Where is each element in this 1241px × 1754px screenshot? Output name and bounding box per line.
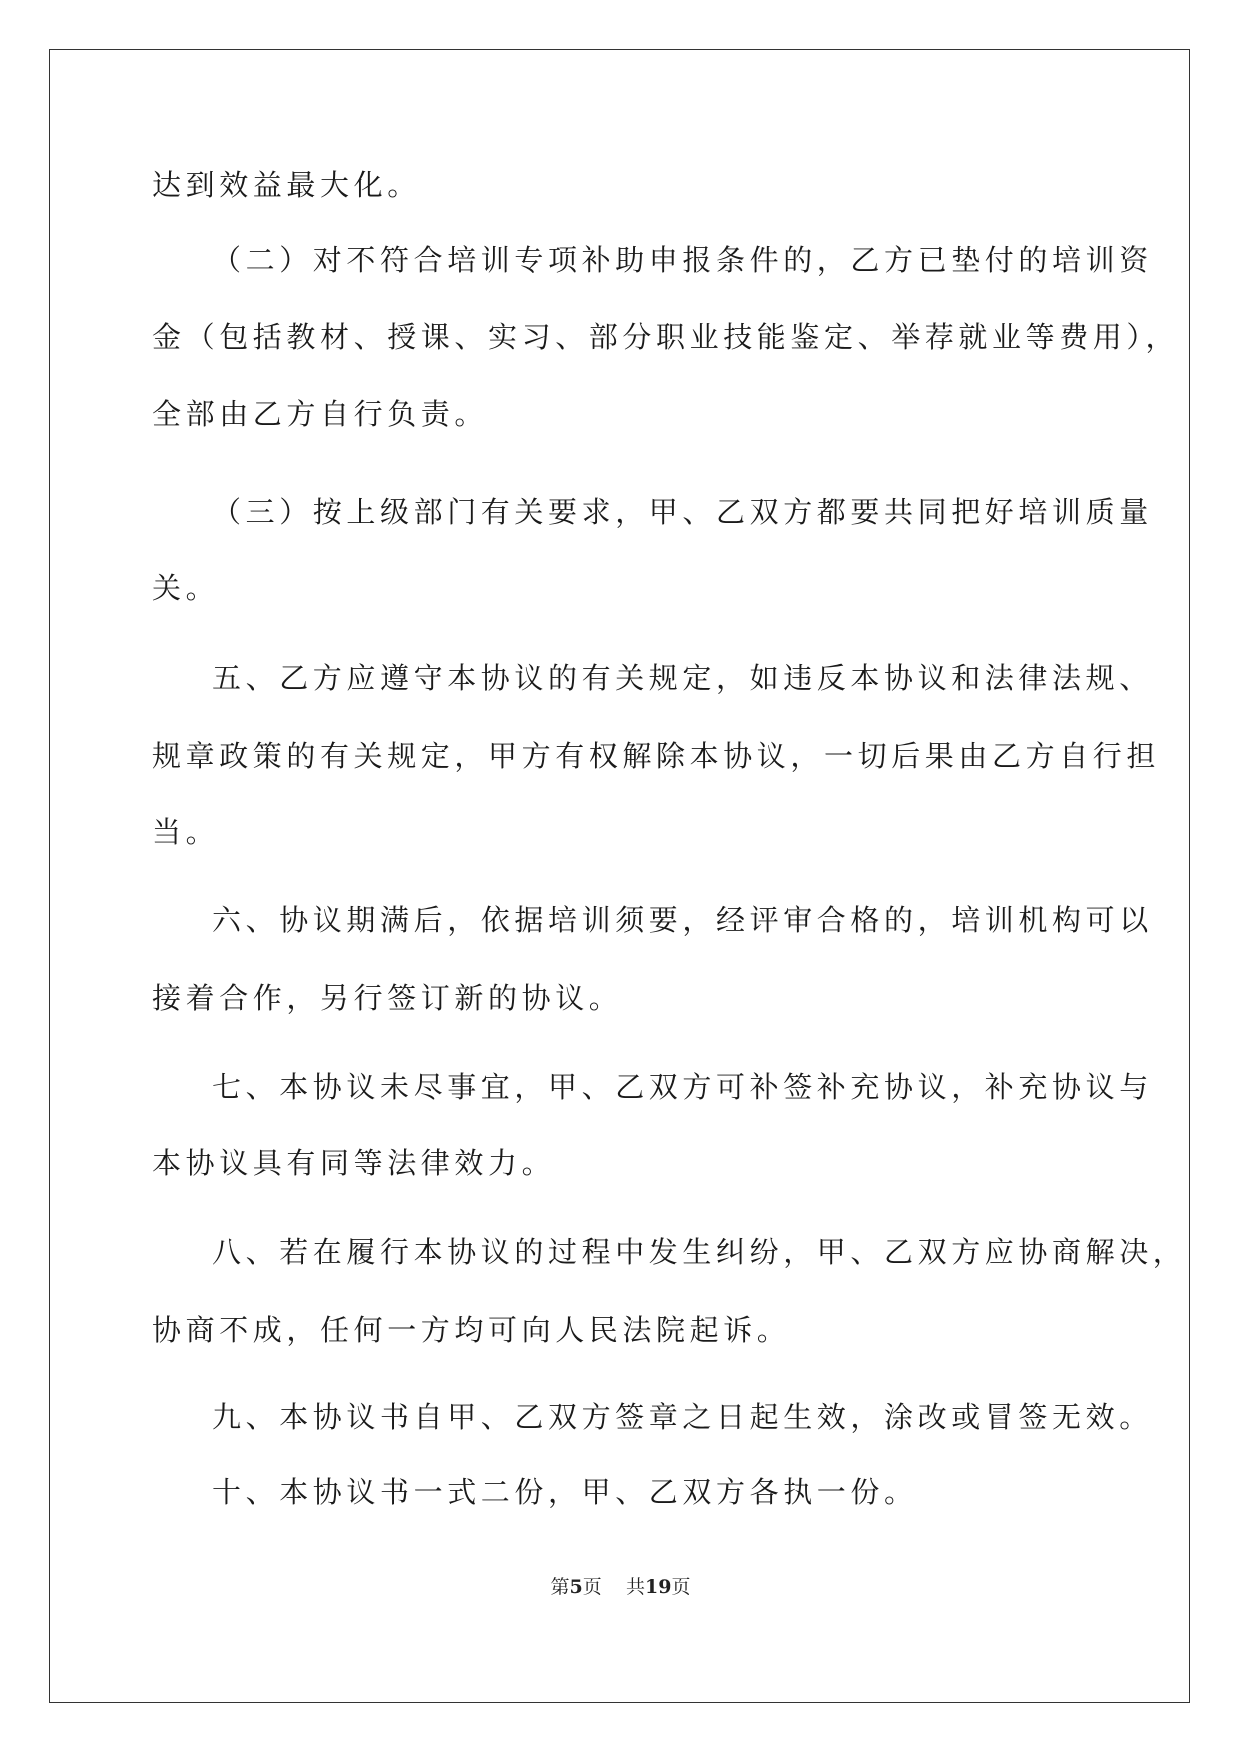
text-line: 关。: [152, 571, 220, 605]
total-label-prefix: 共: [625, 1576, 645, 1598]
page-border: [49, 49, 1190, 1703]
text-line: 金（包括教材、授课、实习、部分职业技能鉴定、举荐就业等费用），: [152, 320, 1180, 354]
text-line: 六、协议期满后，依据培训须要，经评审合格的，培训机构可以: [212, 903, 1153, 937]
text-line: 五、乙方应遵守本协议的有关规定，如违反本协议和法律法规、: [212, 661, 1153, 695]
text-line: 当。: [152, 815, 220, 849]
text-line: 规章政策的有关规定，甲方有权解除本协议，一切后果由乙方自行担: [152, 739, 1161, 773]
total-label-suffix: 页: [671, 1576, 691, 1598]
page-footer: [0, 1572, 1241, 1599]
text-line: 十、本协议书一式二份，甲、乙双方各执一份。: [212, 1475, 918, 1509]
text-line: （三）按上级部门有关要求，甲、乙双方都要共同把好培训质量: [212, 495, 1153, 529]
text-line: 八、若在履行本协议的过程中发生纠纷，甲、乙双方应协商解决，: [212, 1235, 1187, 1269]
text-line: （二）对不符合培训专项补助申报条件的，乙方已垫付的培训资: [212, 243, 1153, 277]
page-label-suffix: 页: [582, 1576, 602, 1598]
text-line: 全部由乙方自行负责。: [152, 397, 489, 431]
text-line: 九、本协议书自甲、乙双方签章之日起生效，涂改或冒签无效。: [212, 1400, 1153, 1434]
page-label-prefix: 第: [550, 1576, 570, 1598]
text-line: 达到效益最大化。: [152, 168, 421, 202]
text-line: 协商不成，任何一方均可向人民法院起诉。: [152, 1313, 791, 1347]
text-line: 接着合作，另行签订新的协议。: [152, 981, 623, 1015]
page-number: 5: [569, 1576, 583, 1598]
text-line: 本协议具有同等法律效力。: [152, 1146, 556, 1180]
text-line: 七、本协议未尽事宜，甲、乙双方可补签补充协议，补充协议与: [212, 1070, 1153, 1104]
total-pages: 19: [644, 1576, 672, 1598]
